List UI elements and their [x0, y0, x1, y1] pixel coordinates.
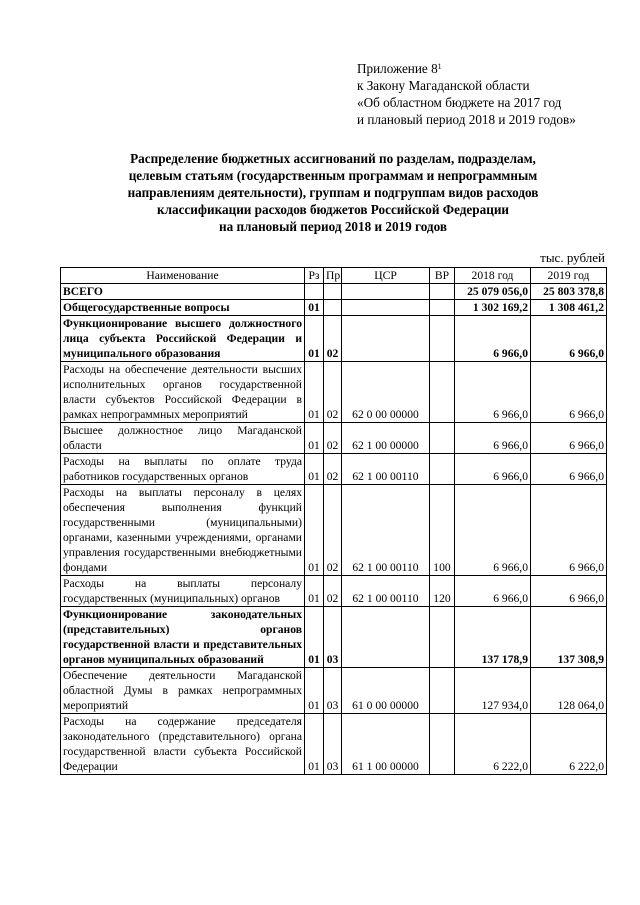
row-2019: 25 803 378,8 [531, 284, 607, 300]
row-pr: 02 [324, 485, 342, 576]
row-csr: 62 1 00 00110 [342, 454, 430, 485]
title-line-3: направлениям деятельности), группам и подгруппам видов расходов [127, 185, 539, 200]
row-2019: 6 966,0 [531, 362, 607, 423]
document-title [60, 150, 606, 235]
header-csr: ЦСР [342, 268, 430, 284]
row-2019: 1 308 461,2 [531, 300, 607, 316]
row-csr [342, 300, 430, 316]
table-row [61, 714, 607, 775]
table-row [61, 423, 607, 454]
row-csr: 62 1 00 00110 [342, 485, 430, 576]
row-2018: 127 934,0 [455, 668, 531, 714]
row-name: ВСЕГО [61, 284, 305, 300]
row-2018: 25 079 056,0 [455, 284, 531, 300]
header-2018: 2018 год [455, 268, 531, 284]
row-2018: 6 966,0 [455, 576, 531, 607]
row-pr: 02 [324, 454, 342, 485]
row-name: Расходы на выплаты персоналу государственных (муниципальных) органов [61, 576, 305, 607]
row-pr: 03 [324, 607, 342, 668]
table-row [61, 362, 607, 423]
row-pr: 02 [324, 423, 342, 454]
table-row [61, 454, 607, 485]
row-vr [430, 362, 455, 423]
row-csr [342, 607, 430, 668]
row-2018: 6 966,0 [455, 316, 531, 362]
title-line-4: классификации расходов бюджетов Российской Федерации [156, 202, 510, 217]
row-rz: 01 [305, 454, 324, 485]
table-row [61, 300, 607, 316]
table-row [61, 284, 607, 300]
row-name: Общегосударственные вопросы [61, 300, 305, 316]
row-rz: 01 [305, 300, 324, 316]
row-2019: 6 966,0 [531, 485, 607, 576]
appendix-block [357, 60, 576, 128]
title-line-5: на плановый период 2018 и 2019 годов [219, 219, 447, 234]
row-pr: 03 [324, 714, 342, 775]
row-rz: 01 [305, 714, 324, 775]
row-csr [342, 284, 430, 300]
table-header-row [61, 268, 607, 284]
row-pr: 02 [324, 576, 342, 607]
row-rz: 01 [305, 607, 324, 668]
row-vr [430, 668, 455, 714]
row-vr [430, 316, 455, 362]
row-name: Высшее должностное лицо Магаданской области [61, 423, 305, 454]
row-rz: 01 [305, 668, 324, 714]
title-line-2: целевым статьям (государственным программам и непрограммным [128, 168, 538, 183]
row-pr [324, 300, 342, 316]
row-2018: 6 966,0 [455, 454, 531, 485]
appendix-line-1: Приложение $8^1$ [357, 61, 442, 76]
row-2019: 137 308,9 [531, 607, 607, 668]
row-csr: 62 1 00 00000 [342, 423, 430, 454]
header-name: Наименование [61, 268, 305, 284]
row-2018: 1 302 169,2 [455, 300, 531, 316]
row-name: Расходы на обеспечение деятельности высших исполнительных органов государственной власти субъектов Российской Федерации в рамках непрограммных мероприятий [61, 362, 305, 423]
header-pr: Пр [324, 268, 342, 284]
row-2019: 6 966,0 [531, 316, 607, 362]
row-vr [430, 607, 455, 668]
row-2019: 6 966,0 [531, 454, 607, 485]
row-vr [430, 423, 455, 454]
row-2018: 6 966,0 [455, 362, 531, 423]
row-rz: 01 [305, 485, 324, 576]
appendix-line-4: и плановый период 2018 и 2019 годов» [357, 112, 576, 127]
table-row [61, 607, 607, 668]
row-name: Расходы на выплаты персоналу в целях обеспечения выполнения функций государственными (муниципальными) органами, казенными учреждениями, органами управления государственными внебюджетными фондами [61, 485, 305, 576]
row-rz: 01 [305, 362, 324, 423]
table-row [61, 668, 607, 714]
row-csr [342, 316, 430, 362]
row-name: Функционирование законодательных (представительных) органов государственной власти и представительных органов муниципальных образований [61, 607, 305, 668]
row-name: Обеспечение деятельности Магаданской областной Думы в рамках непрограммных мероприятий [61, 668, 305, 714]
row-2018: 6 222,0 [455, 714, 531, 775]
row-2018: 6 966,0 [455, 423, 531, 454]
table-row [61, 576, 607, 607]
row-pr [324, 284, 342, 300]
table-row [61, 485, 607, 576]
row-2018: 6 966,0 [455, 485, 531, 576]
budget-table [60, 267, 607, 775]
row-csr: 61 1 00 00000 [342, 714, 430, 775]
row-vr: 100 [430, 485, 455, 576]
row-2019: 6 966,0 [531, 423, 607, 454]
row-rz [305, 284, 324, 300]
header-rz: Рз [305, 268, 324, 284]
appendix-line-2: к Закону Магаданской области [357, 78, 530, 93]
title-line-1: Распределение бюджетных ассигнований по разделам, подразделам, [130, 151, 536, 166]
units-label: тыс. рублей [540, 250, 605, 265]
row-pr: 02 [324, 316, 342, 362]
row-2019: 128 064,0 [531, 668, 607, 714]
row-rz: 01 [305, 576, 324, 607]
row-rz: 01 [305, 423, 324, 454]
row-vr [430, 714, 455, 775]
row-pr: 02 [324, 362, 342, 423]
appendix-line-3: «Об областном бюджете на 2017 год [357, 95, 562, 110]
row-vr [430, 284, 455, 300]
appendix-superscript: 1 [437, 62, 442, 71]
row-csr: 62 0 00 00000 [342, 362, 430, 423]
row-name: Функционирование высшего должностного лица субъекта Российской Федерации и муниципального образования [61, 316, 305, 362]
header-2019: 2019 год [531, 268, 607, 284]
row-vr [430, 300, 455, 316]
row-2019: 6 966,0 [531, 576, 607, 607]
row-csr: 62 1 00 00110 [342, 576, 430, 607]
row-name: Расходы на содержание председателя законодательного (представительного) органа государственной власти субъекта Российской Федерации [61, 714, 305, 775]
row-vr: 120 [430, 576, 455, 607]
row-pr: 03 [324, 668, 342, 714]
row-2019: 6 222,0 [531, 714, 607, 775]
row-vr [430, 454, 455, 485]
header-vr: ВР [430, 268, 455, 284]
row-name: Расходы на выплаты по оплате труда работников государственных органов [61, 454, 305, 485]
table-row [61, 316, 607, 362]
row-rz: 01 [305, 316, 324, 362]
row-csr: 61 0 00 00000 [342, 668, 430, 714]
row-2018: 137 178,9 [455, 607, 531, 668]
